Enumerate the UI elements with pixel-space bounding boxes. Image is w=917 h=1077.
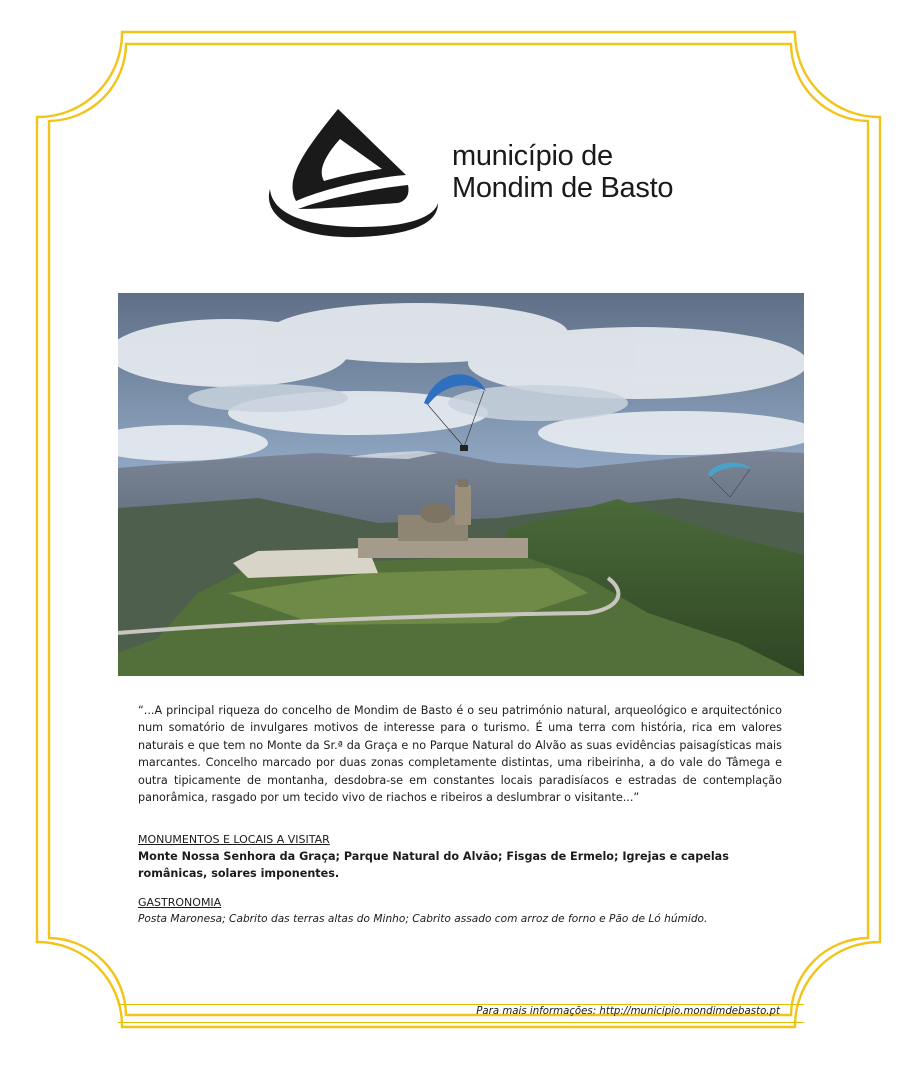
gastronomy-list: Posta Maronesa; Cabrito das terras altas do Minho; Cabrito assado com arroz de forno e Pão de Ló húmido.: [138, 913, 708, 925]
municipality-name-line1: município de: [452, 140, 613, 172]
stylized-e-mountain-logo-icon: [258, 105, 448, 241]
municipality-name: [452, 140, 673, 204]
municipality-name-line2: Mondim de Basto: [452, 172, 674, 204]
monuments-heading: MONUMENTOS E LOCAIS A VISITAR: [138, 833, 330, 846]
monuments-list: Monte Nossa Senhora da Graça; Parque Natural do Alvão; Fisgas de Ermelo; Igrejas e capelas românicas, solares imponentes.: [138, 850, 729, 880]
landscape-photo-paragliders-sanctuary-icon: [118, 293, 804, 676]
intro-quote: “...A principal riqueza do concelho de Mondim de Basto é o seu património natural, arqueológico e arquitectónico num somatório de invulgares motivos de interesse para o turismo. É uma terra com história, rica em valores naturais e que tem no Monte da Sr.ª da Graça e no Parque Natural do Alvão as suas evidências paisagísticas mais marcantes. Concelho marcado por duas zonas completamente distintas, uma ribeirinha, a do vale do Tâmega e outra tipicamente de montanha, desdobra-se em constantes locais paradisíacos e estradas de contemplação panorâmica, rasgado por um tecido vivo de riachos e ribeiros a deslumbrar o visitante...”: [138, 704, 782, 805]
footer-info-link[interactable]: Para mais informações: http://municipio.mondimdebasto.pt: [476, 1006, 780, 1017]
gastronomy-heading: GASTRONOMIA: [138, 896, 222, 909]
